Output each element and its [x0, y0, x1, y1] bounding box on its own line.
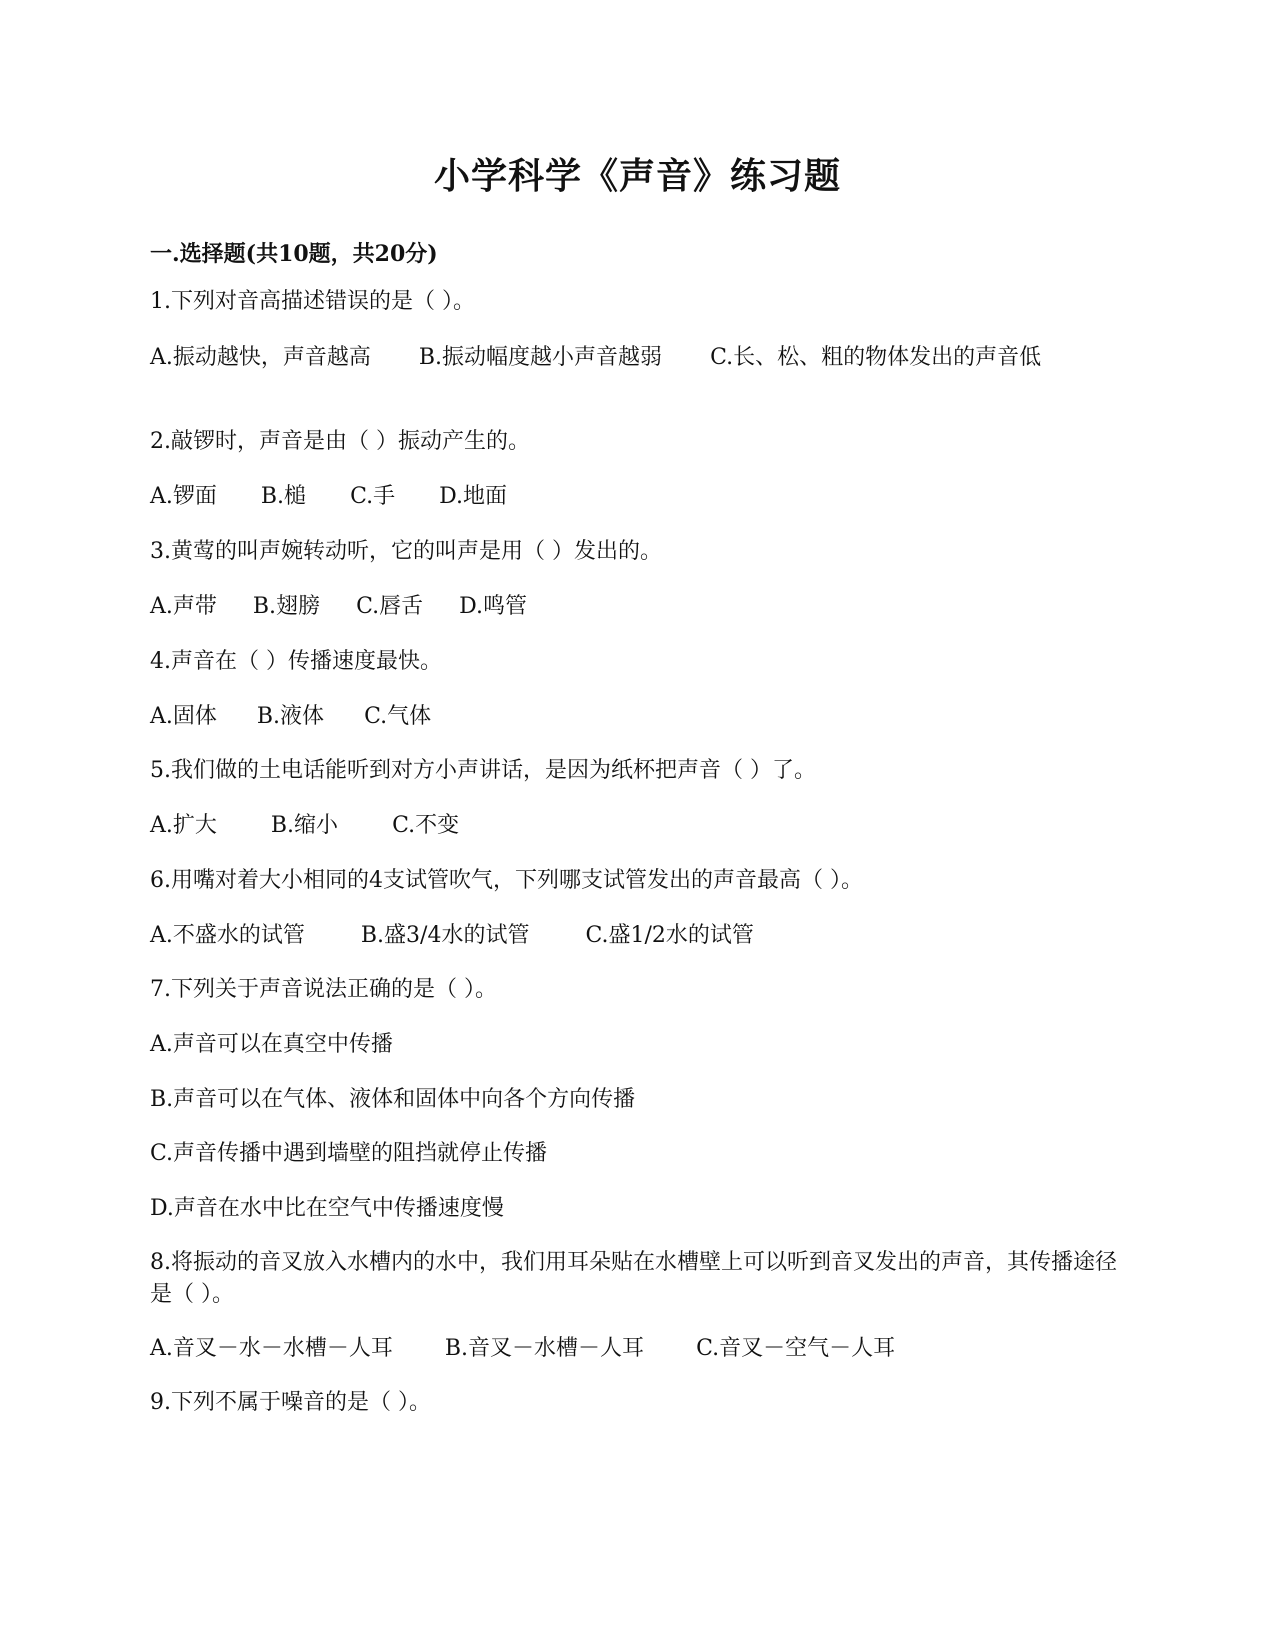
section-heading: 一.选择题(共10题，共20分): [150, 241, 438, 267]
option: B.音叉－水槽－人耳: [444, 1336, 645, 1361]
option: A.音叉－水－水槽－人耳: [150, 1336, 393, 1361]
option: B.槌: [260, 484, 307, 509]
question-stem: 1.下列对音高描述错误的是（ ）。: [150, 289, 475, 314]
page-title: 小学科学《声音》练习题: [433, 155, 841, 197]
question-stem: 5.我们做的土电话能听到对方小声讲话，是因为纸杯把声音（ ）了。: [150, 758, 816, 783]
question-stem: 9.下列不属于噪音的是（ ）。: [150, 1390, 431, 1415]
option: A.不盛水的试管: [150, 923, 305, 948]
option: C.唇舌: [356, 594, 424, 619]
option: C.音叉－空气－人耳: [696, 1336, 896, 1361]
option: B.翅膀: [252, 594, 321, 619]
option-row: [150, 481, 1120, 513]
option: D.声音在水中比在空气中传播速度慢: [150, 1196, 504, 1221]
option: A.振动越快，声音越高: [150, 345, 371, 370]
question-stem: 7.下列关于声音说法正确的是（ ）。: [150, 977, 497, 1002]
option: B.盛3/4水的试管: [360, 923, 530, 948]
option-row: [150, 701, 1120, 733]
option: C.不变: [392, 813, 460, 838]
option: C.手: [350, 484, 396, 509]
option: A.锣面: [150, 484, 217, 509]
option-row: [150, 810, 1120, 842]
option: C.盛1/2水的试管: [585, 923, 754, 948]
option: A.声带: [150, 594, 217, 619]
question-stem: 4.声音在（ ）传播速度最快。: [150, 649, 442, 674]
option: B.缩小: [270, 813, 339, 838]
option: B.振动幅度越小声音越弱: [418, 345, 663, 370]
question-stem: 8.将振动的音叉放入水槽内的水中，我们用耳朵贴在水槽壁上可以听到音叉发出的声音，其传播途径是（ ）。: [150, 1250, 1117, 1307]
question-stem: 6.用嘴对着大小相同的4支试管吹气，下列哪支试管发出的声音最高（ ）。: [150, 868, 863, 893]
option: B.声音可以在气体、液体和固体中向各个方向传播: [150, 1087, 636, 1112]
option-row: [150, 591, 1120, 623]
option: C.声音传播中遇到墙壁的阻挡就停止传播: [150, 1141, 548, 1166]
question-stem: 2.敲锣时，声音是由（ ）振动产生的。: [150, 429, 530, 454]
option-row: [150, 1333, 1120, 1365]
option: A.声音可以在真空中传播: [150, 1032, 393, 1057]
question-stem: 3.黄莺的叫声婉转动听，它的叫声是用（ ）发出的。: [150, 539, 662, 564]
option: C.气体: [364, 704, 432, 729]
option: B.液体: [256, 704, 325, 729]
option-row: [150, 342, 1120, 374]
option-row: [150, 920, 1120, 952]
option: D.地面: [439, 484, 507, 509]
option: A.固体: [150, 704, 217, 729]
option: A.扩大: [150, 813, 217, 838]
option: D.鸣管: [459, 594, 527, 619]
option: C.长、松、粗的物体发出的声音低: [710, 345, 1042, 370]
